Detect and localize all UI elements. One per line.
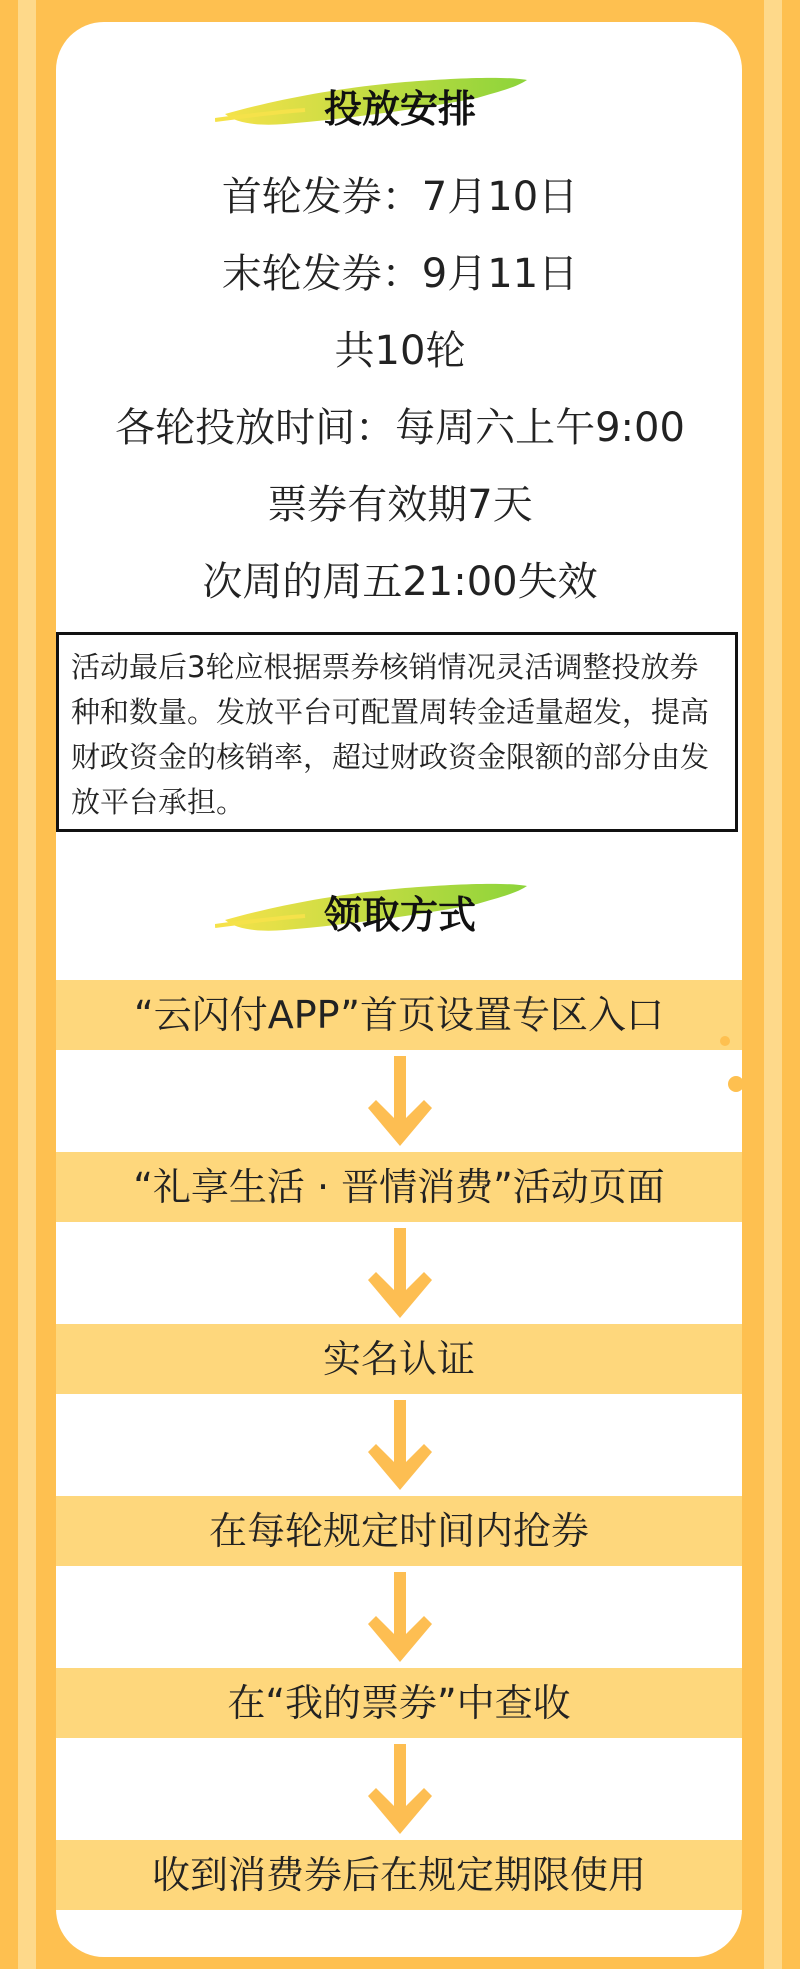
down-arrow-icon: [360, 1056, 440, 1152]
step-1: “云闪付APP”首页设置专区入口: [56, 980, 742, 1050]
down-arrow-icon: [360, 1572, 440, 1668]
validity-period: 票券有效期7天: [267, 482, 533, 528]
step-5: 在“我的票券”中查收: [56, 1668, 742, 1738]
schedule-heading: 投放安排: [323, 87, 476, 131]
down-arrow-icon: [360, 1744, 440, 1840]
down-arrow-icon: [360, 1400, 440, 1496]
step-2: “礼享生活 · 晋情消费”活动页面: [56, 1152, 742, 1222]
decorative-dot: [728, 1076, 744, 1092]
down-arrow-icon: [360, 1228, 440, 1324]
expiry-time: 次周的周五21:00失效: [202, 559, 598, 605]
notice-box: 活动最后3轮应根据票券核销情况灵活调整投放券种和数量。发放平台可配置周转金适量超发，提高财政资金的核销率，超过财政资金限额的部分由发放平台承担。: [56, 632, 738, 832]
step-6: 收到消费券后在规定期限使用: [56, 1840, 742, 1910]
method-heading: 领取方式: [323, 893, 476, 937]
decorative-dot: [720, 1036, 730, 1046]
round-count: 共10轮: [334, 328, 466, 374]
first-round-date: 首轮发券：7月10日: [221, 174, 579, 220]
release-time: 各轮投放时间：每周六上午9:00: [115, 405, 685, 451]
last-round-date: 末轮发券：9月11日: [221, 251, 579, 297]
step-4: 在每轮规定时间内抢券: [56, 1496, 742, 1566]
step-3: 实名认证: [56, 1324, 742, 1394]
